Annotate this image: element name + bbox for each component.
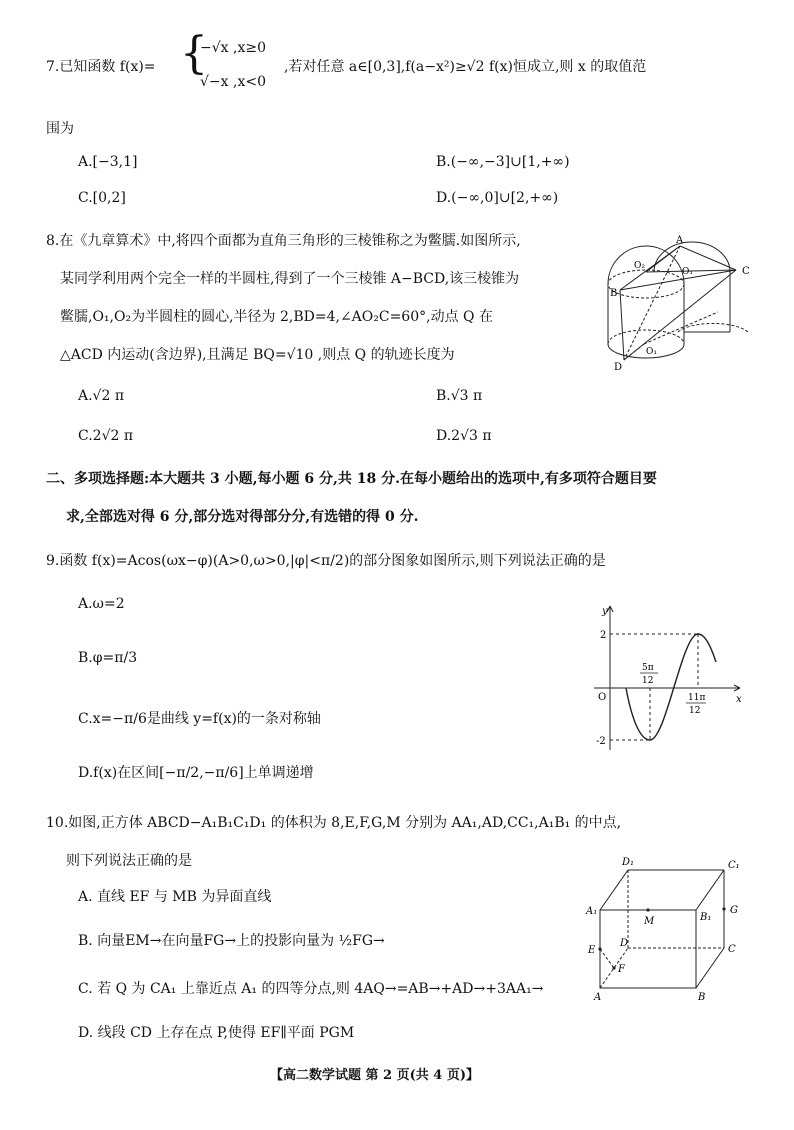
q9-graph-y-bottom: -2 <box>596 736 606 747</box>
q9-graph-tick1-den: 12 <box>642 676 654 686</box>
q8-line1: 8.在《九章算术》中,将四个面都为直角三角形的三棱锥称之为鳖臑.如图所示, <box>46 233 521 249</box>
q9-graph-tick1-num: 5π <box>642 663 654 673</box>
q8-figure <box>598 232 758 372</box>
q10-fig-label-m: M <box>644 916 655 927</box>
q8-line2: 某同学利用两个完全一样的半圆柱,得到了一个三棱锥 A−BCD,该三棱锥为 <box>60 271 520 287</box>
q7-case1: −√x ,x≥0 <box>200 40 266 56</box>
q8-fig-label-b: B <box>610 288 618 299</box>
q7-option-c: C.[0,2] <box>78 190 126 206</box>
q9-graph-x-label: x <box>736 694 742 705</box>
q9-graph-tick2-den: 12 <box>689 706 701 716</box>
q7-brace: { <box>180 28 208 79</box>
q8-option-a: A.√2 π <box>78 388 125 404</box>
q8-option-b: B.√3 π <box>436 388 483 404</box>
q10-option-d: D. 线段 CD 上存在点 P,使得 EF∥平面 PGM <box>78 1025 355 1041</box>
q10-fig-label-b1: B₁ <box>700 912 712 923</box>
q10-cube-figure <box>584 852 754 1002</box>
q10-fig-label-d1: D₁ <box>622 857 635 868</box>
q8-line4: △ACD 内运动(含边界),且满足 BQ=√10 ,则点 Q 的轨迹长度为 <box>60 347 455 363</box>
q10-fig-label-f: F <box>618 964 625 975</box>
q9-graph-origin: O <box>598 692 607 703</box>
q9-graph-y-label: y <box>602 606 608 617</box>
q9-stem: 9.函数 f(x)=Acos(ωx−φ)(A>0,ω>0,|φ|<π/2)的部分图象如图所示,则下列说法正确的是 <box>46 553 606 569</box>
q7-stem-c: 围为 <box>46 121 74 137</box>
q9-graph <box>588 600 748 760</box>
q7-option-d: D.(−∞,0]∪[2,+∞) <box>436 190 559 206</box>
q9-option-d: D.f(x)在区间[−π/2,−π/6]上单调递增 <box>78 765 314 781</box>
q8-fig-label-c: C <box>742 266 750 277</box>
q10-fig-label-a1: A₁ <box>586 906 598 917</box>
q10-fig-label-e: E <box>588 945 596 956</box>
q9-option-a: A.ω=2 <box>78 596 125 612</box>
q9-option-c: C.x=−π/6是曲线 y=f(x)的一条对称轴 <box>78 711 321 727</box>
q10-fig-label-b: B <box>698 992 706 1002</box>
q10-line1: 10.如图,正方体 ABCD−A₁B₁C₁D₁ 的体积为 8,E,F,G,M 分别为 AA₁,AD,CC₁,A₁B₁ 的中点, <box>46 815 622 831</box>
q8-fig-label-d: D <box>614 362 623 372</box>
q8-fig-label-a: A <box>676 235 684 246</box>
q7-case2: √−x ,x<0 <box>200 74 266 90</box>
q9-graph-tick2-num: 11π <box>688 693 706 703</box>
q10-option-b: B. 向量EM→在向量FG→上的投影向量为 ½FG→ <box>78 933 385 949</box>
q8-line3: 鳖臑,O₁,O₂为半圆柱的圆心,半径为 2,BD=4,∠AO₂C=60°,动点 Q 在 <box>60 309 493 325</box>
q10-fig-label-g: G <box>730 905 738 916</box>
section2-line2: 求,全部选对得 6 分,部分选对得部分分,有选错的得 0 分. <box>66 509 419 525</box>
q7-option-a: A.[−3,1] <box>78 154 138 170</box>
q8-option-d: D.2√3 π <box>436 428 492 444</box>
q10-fig-label-d: D <box>620 938 629 949</box>
page-footer: 【高二数学试题 第 2 页(共 4 页)】 <box>270 1068 480 1083</box>
q10-line2: 则下列说法正确的是 <box>66 853 192 869</box>
q10-fig-label-a: A <box>594 992 602 1002</box>
q8-fig-label-o2: O₂ <box>634 261 645 271</box>
q7-option-b: B.(−∞,−3]∪[1,+∞) <box>436 154 570 170</box>
q9-graph-y-top: 2 <box>600 630 607 641</box>
q8-fig-label-o1: O₁ <box>682 267 693 277</box>
q10-fig-label-c: C <box>728 944 736 955</box>
q9-option-b: B.φ=π/3 <box>78 650 138 666</box>
q8-option-c: C.2√2 π <box>78 428 134 444</box>
q10-fig-label-c1: C₁ <box>728 860 740 871</box>
q8-fig-label-o1-bottom: O₁ <box>646 347 657 357</box>
q7-stem-a: 7.已知函数 f(x)= <box>46 59 156 75</box>
section2-line1: 二、多项选择题:本大题共 3 小题,每小题 6 分,共 18 分.在每小题给出的选项中,有多项符合题目要 <box>46 471 657 487</box>
q7-stem-b: ,若对任意 a∈[0,3],f(a−x²)≥√2 f(x)恒成立,则 x 的取值范 <box>284 59 647 75</box>
q10-option-a: A. 直线 EF 与 MB 为异面直线 <box>78 889 272 905</box>
q10-option-c: C. 若 Q 为 CA₁ 上靠近点 A₁ 的四等分点,则 4AQ→=AB→+AD→+3AA₁→ <box>78 981 544 997</box>
